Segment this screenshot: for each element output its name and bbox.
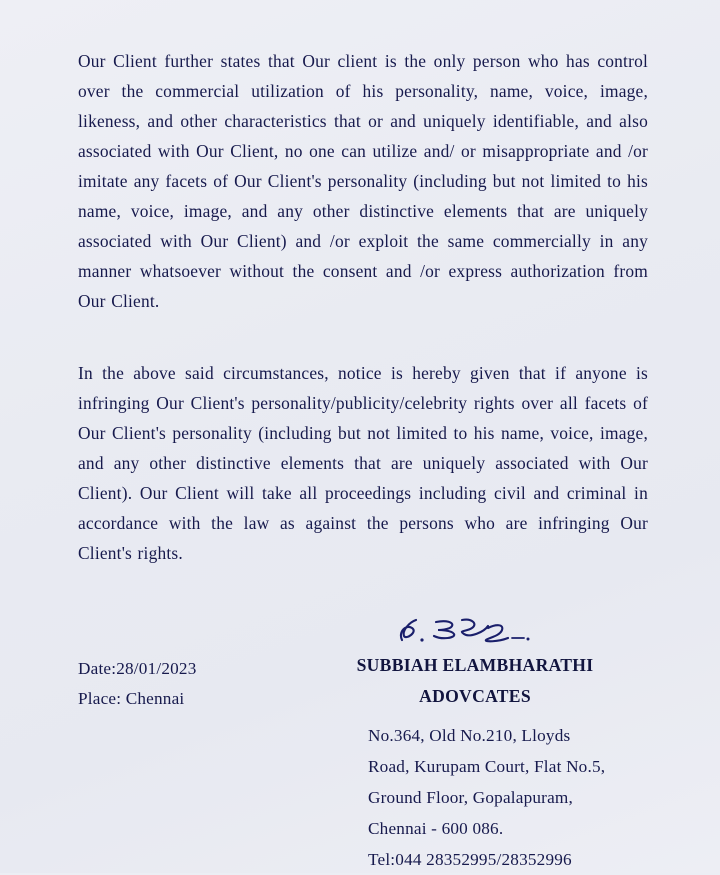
address-line: Chennai - 600 086. [368,819,504,838]
handwritten-signature-icon [392,610,648,650]
firm-name-line1: SUBBIAH ELAMBHARATHI [356,655,594,675]
address-line: Road, Kurupam Court, Flat No.5, [368,757,606,776]
footer-date-place-block [78,610,346,875]
firm-address [346,720,648,875]
place-line: Place: Chennai [78,689,185,708]
paragraph-control-statement: Our Client further states that Our client is the only person who has control over the commercial utilization of his personality, name, voice, image, likeness, and other characteristics that or and uniquely identifiable, and also associated with Our Client, no one can utilize and/ or misappropriate and /or imitate any facets of Our Client's personality (including but not limited to his name, voice, image, and any other distinctive elements that are uniquely associated with Our Client) and /or exploit the same commercially in any manner whatsoever without the consent and /or express authorization from Our Client. [78,51,648,311]
paragraph-notice-statement: In the above said circumstances, notice is hereby given that if anyone is infringing Our Client's personality/publicity/celebrity rights over all facets of Our Client's personality (including but not limited to his name, voice, image, and any other distinctive elements that are uniquely associated with Our Client). Our Client will take all proceedings including civil and criminal in accordance with the law as against the persons who are infringing Our Client's rights. [78,363,648,563]
phone-line: Tel:044 28352995/28352996 [368,850,572,869]
date-line: Date:28/01/2023 [78,659,197,678]
firm-name [346,650,648,712]
address-line: No.364, Old No.210, Lloyds [368,726,571,745]
footer-signature-block [346,610,648,875]
address-line: Ground Floor, Gopalapuram, [368,788,573,807]
firm-name-line2: ADOVCATES [419,686,531,706]
document-footer [78,610,648,875]
